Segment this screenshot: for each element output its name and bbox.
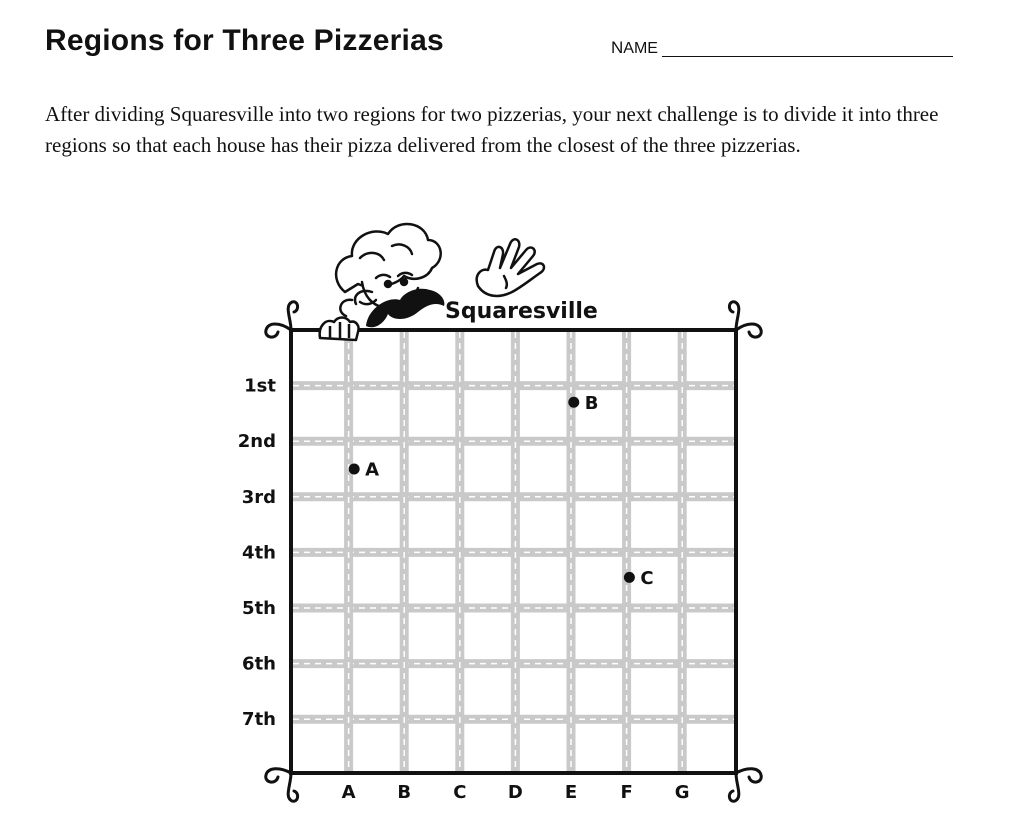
avenue-label: C bbox=[453, 782, 467, 803]
page-title: Regions for Three Pizzerias bbox=[45, 24, 444, 57]
pizzeria-A bbox=[349, 460, 380, 481]
avenue-label: F bbox=[620, 782, 633, 803]
name-label-initial: N bbox=[611, 38, 624, 57]
street-labels bbox=[238, 376, 277, 731]
street-label: 2nd bbox=[237, 431, 276, 453]
waving-hand-icon bbox=[477, 239, 544, 296]
pizzeria-label: A bbox=[365, 459, 380, 481]
pizzeria-dot bbox=[568, 397, 579, 408]
street-label: 4th bbox=[242, 542, 276, 564]
avenue-label: A bbox=[341, 782, 356, 803]
town-name: Squaresville bbox=[445, 299, 598, 324]
avenue-labels bbox=[342, 782, 690, 803]
street-label: 3rd bbox=[241, 486, 276, 508]
name-label-rest: AME bbox=[623, 40, 658, 57]
pizzeria-markers bbox=[349, 393, 654, 589]
chef-hand-icon bbox=[320, 318, 359, 341]
pizzeria-label: C bbox=[640, 567, 654, 589]
street-label: 1st bbox=[244, 375, 276, 397]
street-label: 6th bbox=[242, 653, 276, 675]
street-label: 5th bbox=[242, 598, 276, 619]
avenue-label: B bbox=[397, 782, 412, 803]
avenue-label: E bbox=[564, 782, 578, 803]
pizzeria-dot bbox=[349, 464, 360, 475]
pizzeria-label: B bbox=[584, 392, 599, 414]
pizzeria-dot bbox=[624, 572, 635, 583]
street-grid bbox=[293, 332, 734, 771]
avenue-label: G bbox=[674, 782, 690, 803]
instructions-paragraph: After dividing Squaresville into two regions for two pizzerias, your next challenge is to divide it into three regions so that each house has their pizza delivered from the closest of the three pizzerias. bbox=[45, 102, 939, 157]
avenue-label: D bbox=[507, 782, 523, 803]
street-label: 7th bbox=[242, 709, 276, 731]
